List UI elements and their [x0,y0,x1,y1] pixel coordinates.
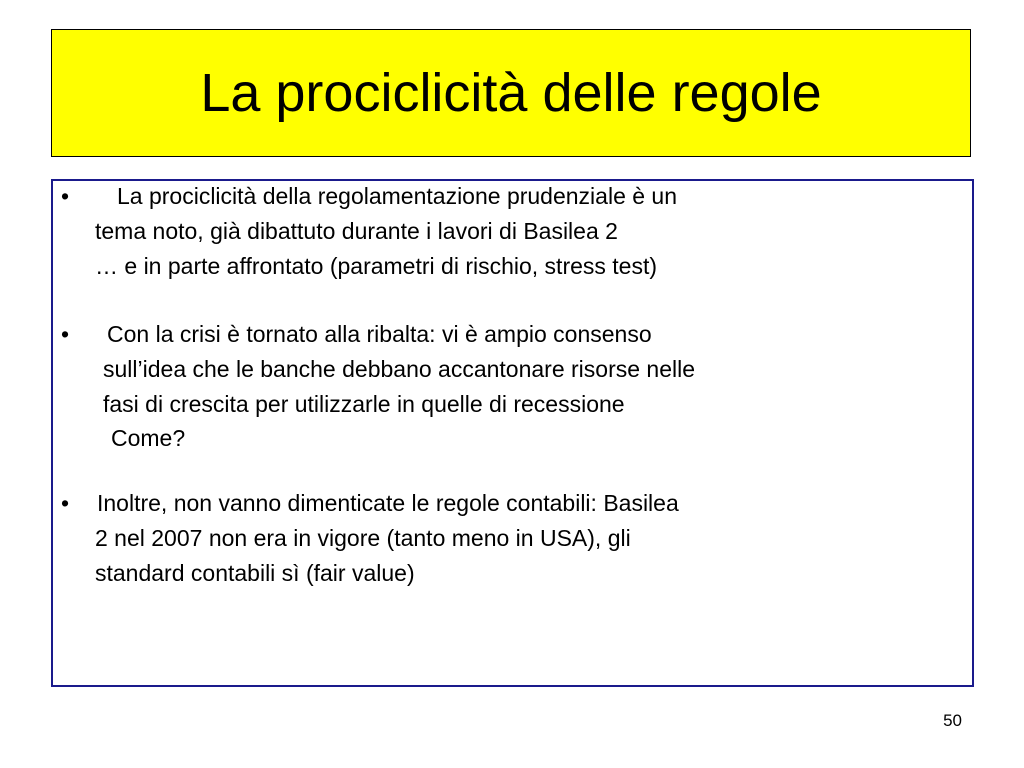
bullet-1-line-2: tema noto, già dibattuto durante i lavori di Basilea 2 [95,218,618,244]
page-number: 50 [943,711,962,730]
bullet-2-line-2: sull’idea che le banche debbano accantonare risorse nelle [103,356,696,382]
bullet-3-line-3: standard contabili sì (fair value) [95,560,415,586]
bullet-2-line-4: Come? [111,425,186,451]
bullet-2-line-3: fasi di crescita per utilizzarle in quelle di recessione [103,391,625,417]
bullet-marker: • [61,490,70,516]
bullet-marker: • [61,183,70,209]
title-box [51,29,971,157]
bullet-2-line-1: Con la crisi è tornato alla ribalta: vi è ampio consenso [107,321,652,347]
bullet-3-line-2: 2 nel 2007 non era in vigore (tanto meno in USA), gli [95,525,631,551]
bullet-1-line-3: … e in parte affrontato (parametri di rischio, stress test) [95,253,658,279]
content-box [51,179,974,687]
bullet-marker: • [61,321,70,347]
slide-title: La prociclicità delle regole [200,63,822,123]
bullet-3-line-1: Inoltre, non vanno dimenticate le regole contabili: Basilea [97,490,679,516]
bullet-1-line-1: La prociclicità della regolamentazione prudenziale è un [117,183,678,209]
